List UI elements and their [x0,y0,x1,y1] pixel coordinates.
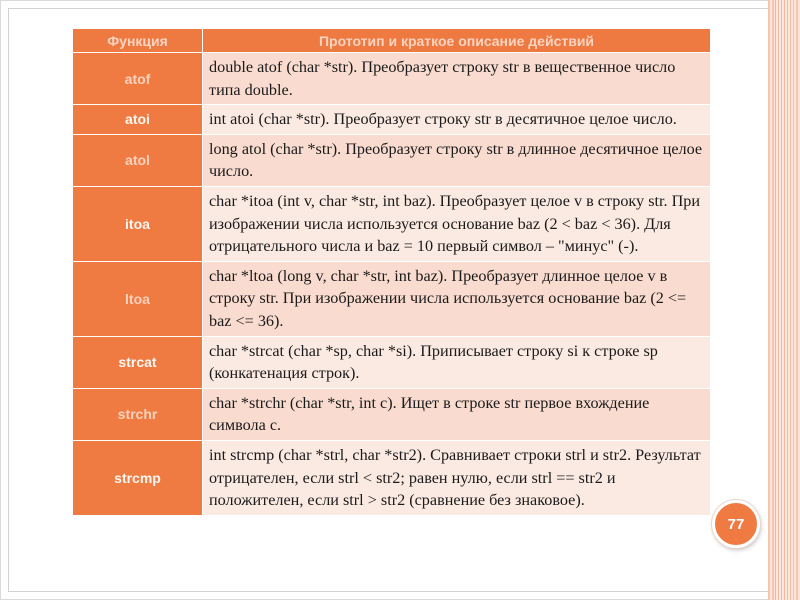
table-row [73,105,711,135]
function-name-strchr: strchr [73,388,203,440]
function-description-atof: double atof (char *str). Преобразует строку str в вещественное число типа double. [203,53,711,105]
table-row [73,261,711,336]
table-row [73,134,711,186]
table-header-row [73,29,711,53]
function-name-atol: atol [73,134,203,186]
functions-table [72,28,711,516]
function-name-strcat: strcat [73,336,203,388]
function-description-atoi: int atoi (char *str). Преобразует строку str в десятичное целое число. [203,105,711,135]
decorative-stripes-inner [775,0,793,600]
header-description: Прототип и краткое описание действий [203,29,711,53]
table-row [73,186,711,261]
function-name-atoi: atoi [73,105,203,135]
table-row [73,53,711,105]
function-description-ltoa: char *ltoa (long v, char *str, int baz). Преобразует длинное целое v в строку str. При изображении числа используется основание baz (2 <= baz <= 36). [203,261,711,336]
function-description-strchr: char *strchr (char *str, int c). Ищет в строке str первое вхождение символа с. [203,388,711,440]
function-name-itoa: itoa [73,186,203,261]
function-description-atol: long atol (char *str). Преобразует строку str в длинное десятичное целое число. [203,134,711,186]
function-description-strcmp: int strcmp (char *strl, char *str2). Сравнивает строки strl и str2. Результат отрицателен, если strl < str2; равен нулю, если strl == str2 и положителен, если strl > str2 (сравнение без знаковое). [203,440,711,515]
function-description-itoa: char *itoa (int v, char *str, int baz). Преобразует целое v в строку str. При изображении числа используется основание baz (2 < baz < 36). Для отрицательного числа и baz = 10 первый символ – "минус" (-). [203,186,711,261]
function-description-strcat: char *strcat (char *sp, char *si). Приписывает строку si к строке sp (конкатенация строк). [203,336,711,388]
function-name-strcmp: strcmp [73,440,203,515]
function-name-atof: atof [73,53,203,105]
header-function: Функция [73,29,203,53]
table-row [73,388,711,440]
function-name-ltoa: ltoa [73,261,203,336]
table-row [73,336,711,388]
page-number-badge: 77 [712,500,760,548]
table-row [73,440,711,515]
